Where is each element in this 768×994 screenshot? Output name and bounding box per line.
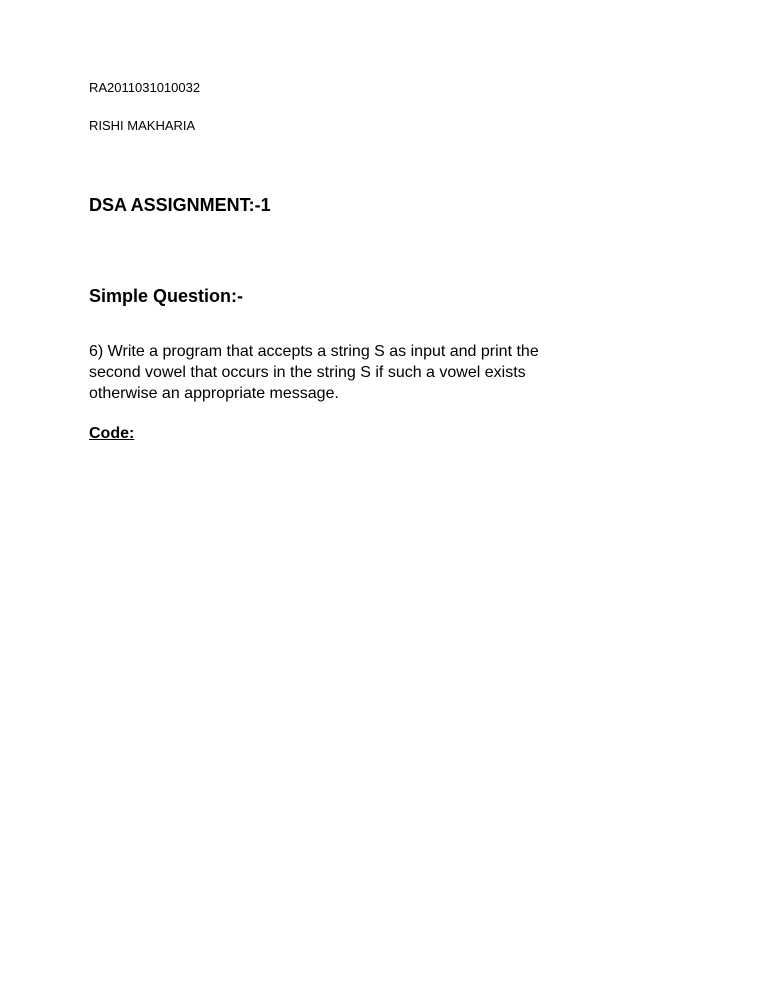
section-heading: Simple Question:- xyxy=(89,286,244,306)
question-line: second vowel that occurs in the string S if such a vowel exists xyxy=(89,364,526,381)
question-line: otherwise an appropriate message. xyxy=(89,385,339,402)
registration-number: RA2011031010032 xyxy=(89,80,201,95)
question-text xyxy=(89,341,609,404)
student-name: RISHI MAKHARIA xyxy=(89,118,196,133)
question-line: 6) Write a program that accepts a string S as input and print the xyxy=(89,343,539,360)
assignment-title: DSA ASSIGNMENT:-1 xyxy=(89,195,271,215)
code-label: Code: xyxy=(89,425,135,442)
